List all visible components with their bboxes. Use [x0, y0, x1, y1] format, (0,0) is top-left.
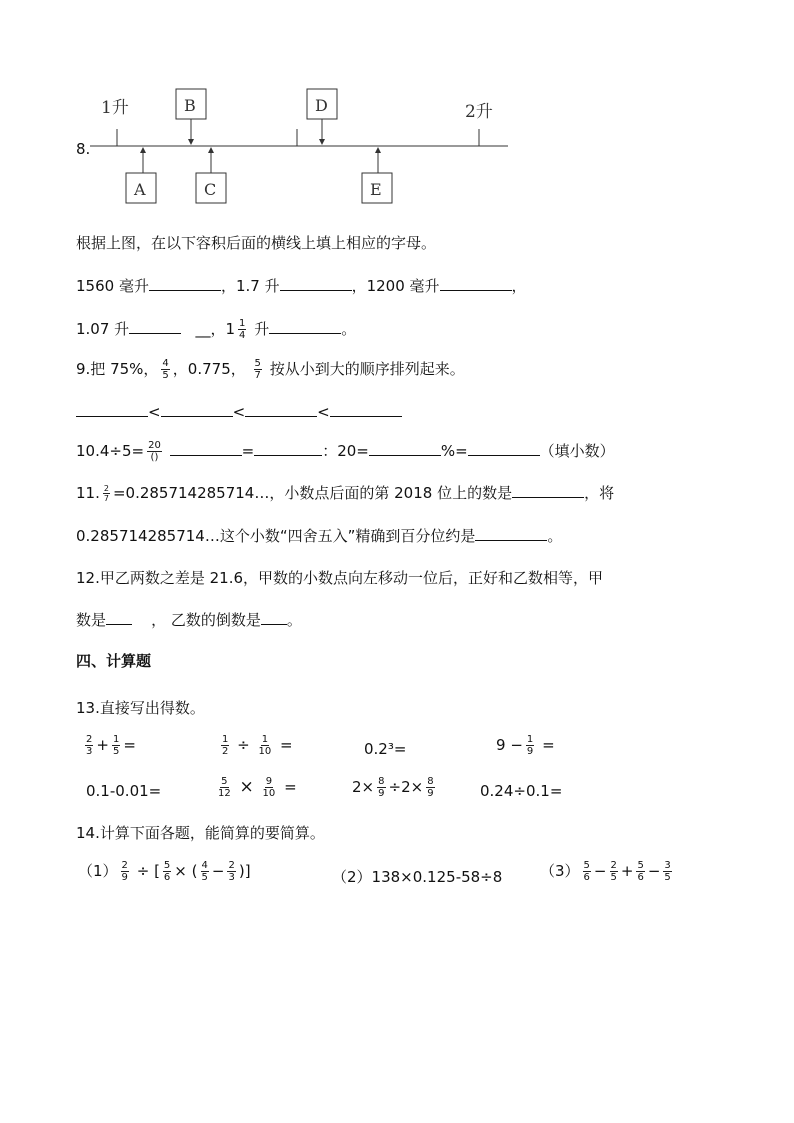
answer-blank[interactable] — [170, 441, 242, 456]
q12-line2a: 数是 — [76, 611, 107, 629]
q9-line — [76, 358, 465, 381]
q10-prefix: 10.4÷5= — [76, 442, 145, 460]
fraction: $\frac{5}{6}$ — [163, 860, 171, 883]
q8-number: 8. — [76, 140, 91, 158]
q9-mid: ，0.775， — [172, 360, 246, 378]
q9-prefix: 9.把 75%， — [76, 360, 159, 378]
fraction: $\frac{2}{3}$ — [228, 860, 235, 883]
q14-problem1: （1） $\frac{2}{9}$ ÷ [ $\frac{5}{6}$ × ( $\frac{4}{5}$ − $\frac{2}{3}$ )] — [78, 860, 251, 883]
q10-note: （填小数） — [539, 442, 615, 460]
label-1l: 1升 — [101, 98, 129, 118]
capacity-number-line — [0, 0, 794, 215]
q9-order-row — [76, 402, 402, 421]
fraction: $\frac{2}{5}$ — [610, 860, 617, 883]
arrow-e-head — [375, 147, 381, 153]
less-than: < — [148, 403, 161, 421]
fraction: $\frac{1}{9}$ — [526, 734, 534, 757]
q12-end: 。 — [286, 611, 302, 629]
answer-blank[interactable] — [280, 276, 352, 291]
q12-line2 — [76, 609, 302, 630]
answer-blank[interactable] — [149, 276, 221, 291]
q11-text1: =0.285714285714…，小数点后面的第 2018 位上的数是 — [112, 484, 513, 502]
answer-blank[interactable] — [106, 610, 132, 625]
arrow-b-head — [188, 139, 194, 145]
q9-frac-4-5: $\frac{4}{5}$ — [162, 358, 169, 381]
box-d-label: D — [315, 96, 328, 115]
q13-expr6: $\frac{5}{12}$ × $\frac{9}{10}$ = — [218, 776, 297, 799]
q10-eq: = — [241, 442, 255, 460]
q8-item5: 升 — [254, 320, 270, 338]
q14-title: 14.计算下面各题，能简算的要简算。 — [76, 824, 325, 842]
fraction: $\frac{1}{2}$ — [222, 734, 229, 757]
q11-text3: 0.285714285714…这个小数“四舍五入”精确到百分位约是 — [76, 527, 476, 545]
fraction: $\frac{2}{9}$ — [121, 860, 128, 883]
section-heading: 四、计算题 — [76, 652, 152, 670]
q10-pct: %= — [440, 442, 468, 460]
answer-blank[interactable] — [468, 441, 540, 456]
q13-expr2: $\frac{1}{2}$ ÷ $\frac{1}{10}$ = — [222, 734, 293, 757]
fraction: $\frac{9}{10}$ — [262, 776, 276, 799]
label-2l: 2升 — [465, 102, 493, 122]
answer-blank[interactable] — [261, 610, 287, 625]
fraction: $\frac{3}{5}$ — [664, 860, 671, 883]
q13-expr4: 9 − $\frac{1}{9}$ = — [496, 734, 555, 757]
fraction: $\frac{5}{12}$ — [218, 776, 231, 799]
q11-text2: ，将 — [584, 484, 615, 502]
q13-expr1: $\frac{2}{3}$ + $\frac{1}{5}$ = — [86, 734, 136, 757]
q13-expr7: 2× $\frac{8}{9}$ ÷2× $\frac{8}{9}$ — [352, 776, 434, 799]
q10-frac: $\frac{20}{()}$ — [148, 440, 161, 463]
fraction: $\frac{1}{5}$ — [112, 734, 120, 757]
q8-row2 — [76, 318, 356, 341]
q8-end: 。 — [341, 320, 357, 338]
q13-expr5: 0.1-0.01= — [86, 782, 162, 800]
box-e-label: E — [370, 180, 382, 199]
arrow-c-head — [208, 147, 214, 153]
fraction: $\frac{2}{3}$ — [86, 734, 93, 757]
q8-item4: 1.07 升 — [76, 320, 130, 338]
fraction: $\frac{4}{5}$ — [201, 860, 208, 883]
answer-blank[interactable] — [129, 319, 181, 334]
arrow-a-head — [140, 147, 146, 153]
q11-prefix: 11. — [76, 484, 100, 502]
answer-blank[interactable] — [512, 483, 584, 498]
q8-row1 — [76, 275, 527, 296]
q9-suffix: 按从小到大的顺序排列起来。 — [269, 360, 465, 378]
q8-mid4: __，1 — [195, 320, 236, 338]
q14-problem3: （3） $\frac{5}{6}$ − $\frac{2}{5}$ + $\frac{5}{6}$ − $\frac{3}{5}$ — [540, 860, 671, 883]
answer-blank[interactable] — [161, 402, 233, 417]
answer-blank[interactable] — [269, 319, 341, 334]
box-a-label: A — [134, 180, 146, 199]
fraction: $\frac{5}{6}$ — [583, 860, 590, 883]
q12-line1: 12.甲乙两数之差是 21.6，甲数的小数点向左移动一位后，正好和乙数相等，甲 — [76, 569, 604, 587]
q8-sep1: ，1.7 升 — [220, 277, 280, 295]
q13-expr8: 0.24÷0.1= — [480, 782, 563, 800]
q12-line2b: ， 乙数的倒数是 — [151, 611, 261, 629]
fraction: $\frac{1}{10}$ — [258, 734, 272, 757]
q8-sep3: ， — [511, 277, 527, 295]
q8-item1: 1560 毫升 — [76, 277, 149, 295]
q11-end: 。 — [547, 527, 563, 545]
answer-blank[interactable] — [369, 441, 441, 456]
answer-blank[interactable] — [330, 402, 402, 417]
box-b-label: B — [184, 96, 196, 115]
answer-blank[interactable] — [475, 526, 547, 541]
less-than: < — [317, 403, 330, 421]
answer-blank[interactable] — [245, 402, 317, 417]
q13-expr3: 0.2³= — [364, 740, 407, 758]
q11-line1 — [76, 482, 614, 503]
q8-instruction: 根据上图，在以下容积后面的横线上填上相应的字母。 — [76, 234, 437, 252]
q9-frac-5-7: $\frac{5}{7}$ — [254, 358, 261, 381]
mixed-fraction: $\frac{1}{4}$ — [239, 318, 246, 341]
q11-line2 — [76, 525, 562, 546]
q14-problem2: （2）138×0.125-58÷8 — [332, 868, 503, 886]
fraction: $\frac{5}{6}$ — [637, 860, 644, 883]
fraction: $\frac{8}{9}$ — [427, 776, 434, 799]
answer-blank[interactable] — [440, 276, 512, 291]
q13-title: 13.直接写出得数。 — [76, 699, 205, 717]
box-c-label: C — [204, 180, 217, 199]
q8-sep2: ，1200 毫升 — [351, 277, 440, 295]
answer-blank[interactable] — [254, 441, 322, 456]
fraction: $\frac{8}{9}$ — [378, 776, 385, 799]
q10-colon: ：20= — [322, 442, 369, 460]
answer-blank[interactable] — [76, 402, 148, 417]
q11-frac: $\frac{2}{7}$ — [103, 484, 109, 503]
less-than: < — [232, 403, 246, 421]
q10-line — [76, 440, 615, 463]
arrow-d-head — [319, 139, 325, 145]
